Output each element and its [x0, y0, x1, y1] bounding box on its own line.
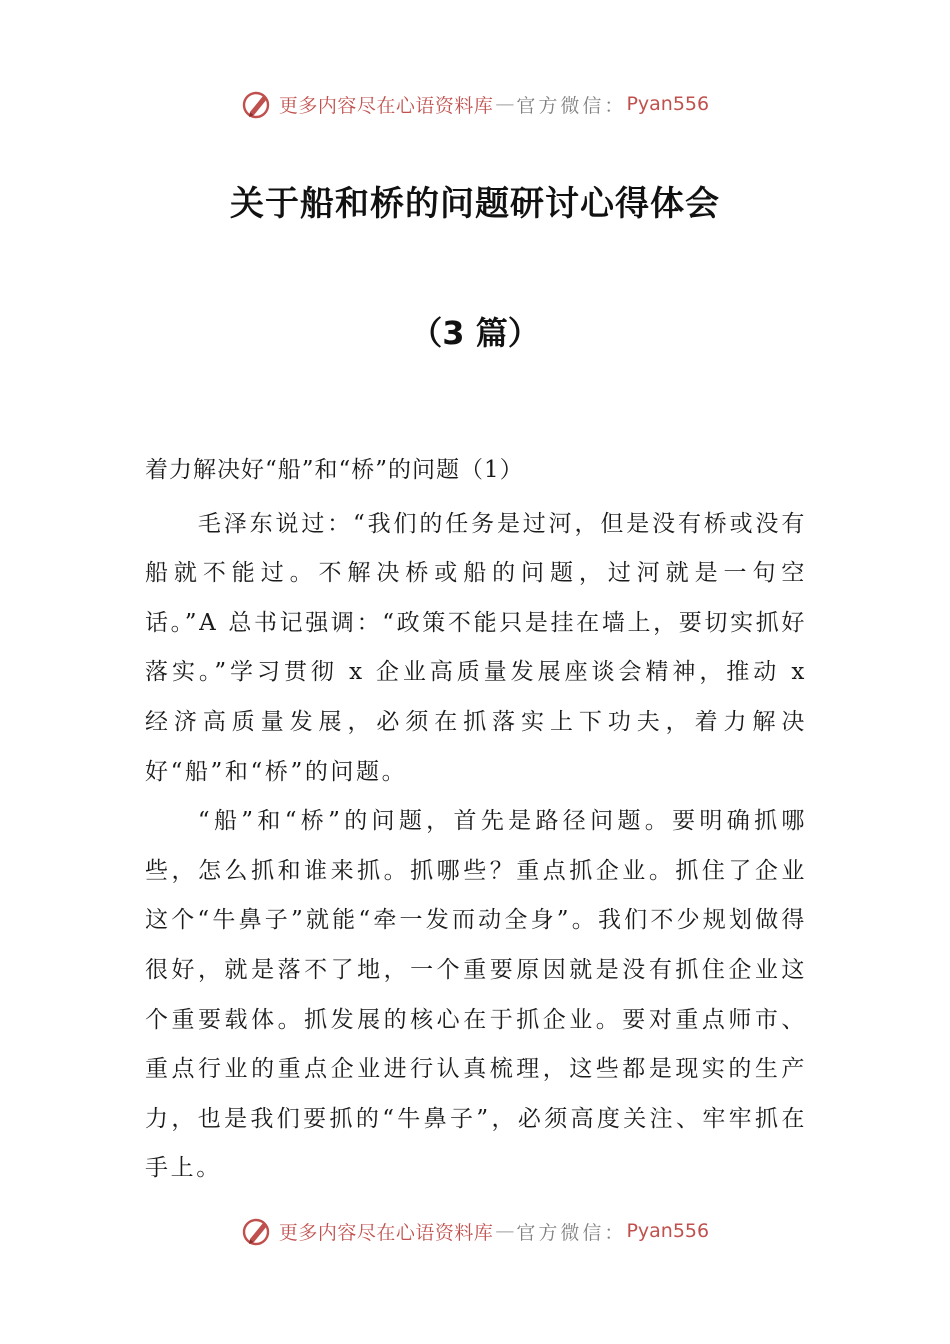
watermark-separator: —	[495, 1220, 515, 1242]
watermark-label: 官方微信：	[516, 94, 627, 117]
header-watermark	[0, 84, 950, 124]
body-paragraph-2: “船”和“桥”的问题，首先是路径问题。要明确抓哪些，怎么抓和谁来抓。抓哪些？重点抓企业。抓住了企业这个“牛鼻子”就能“牵一发而动全身”。我们不少规划做得很好，就是落不了地，一个重要原因就是没有抓住企业这个重要载体。抓发展的核心在于抓企业。要对重点师市、重点行业的重点企业进行认真梳理，这些都是现实的生产力，也是我们要抓的“牛鼻子”，必须高度关注、牢牢抓在手上。	[145, 808, 807, 1182]
document-body	[145, 446, 807, 1194]
watermark-label: 官方微信：	[516, 1221, 627, 1244]
watermark-wechat-id: Pyan556	[626, 1220, 710, 1242]
document-title: 关于船和桥的问题研讨心得体会	[230, 184, 720, 224]
pen-logo-icon	[241, 88, 273, 120]
body-paragraph-1: 毛泽东说过：“我们的任务是过河，但是没有桥或没有船就不能过。不解决桥或船的问题，过河就是一句空话。”A 总书记强调：“政策不能只是挂在墙上，要切实抓好落实。”学习贯彻 x 企业高质量发展座谈会精神，推动 x 经济高质量发展，必须在抓落实上下功夫，着力解决好“船”和“桥”的问题。	[145, 510, 807, 785]
section-heading: 着力解决好“船”和“桥”的问题（1）	[145, 457, 524, 483]
watermark-wechat-id: Pyan556	[626, 93, 710, 115]
watermark-main-text: 更多内容尽在心语资料库	[278, 1221, 494, 1244]
watermark-main-text: 更多内容尽在心语资料库	[278, 94, 494, 117]
pen-logo-icon	[241, 1215, 273, 1247]
watermark-separator: —	[495, 93, 515, 115]
footer-watermark	[0, 1211, 950, 1251]
document-count: （3 篇）	[410, 314, 540, 352]
